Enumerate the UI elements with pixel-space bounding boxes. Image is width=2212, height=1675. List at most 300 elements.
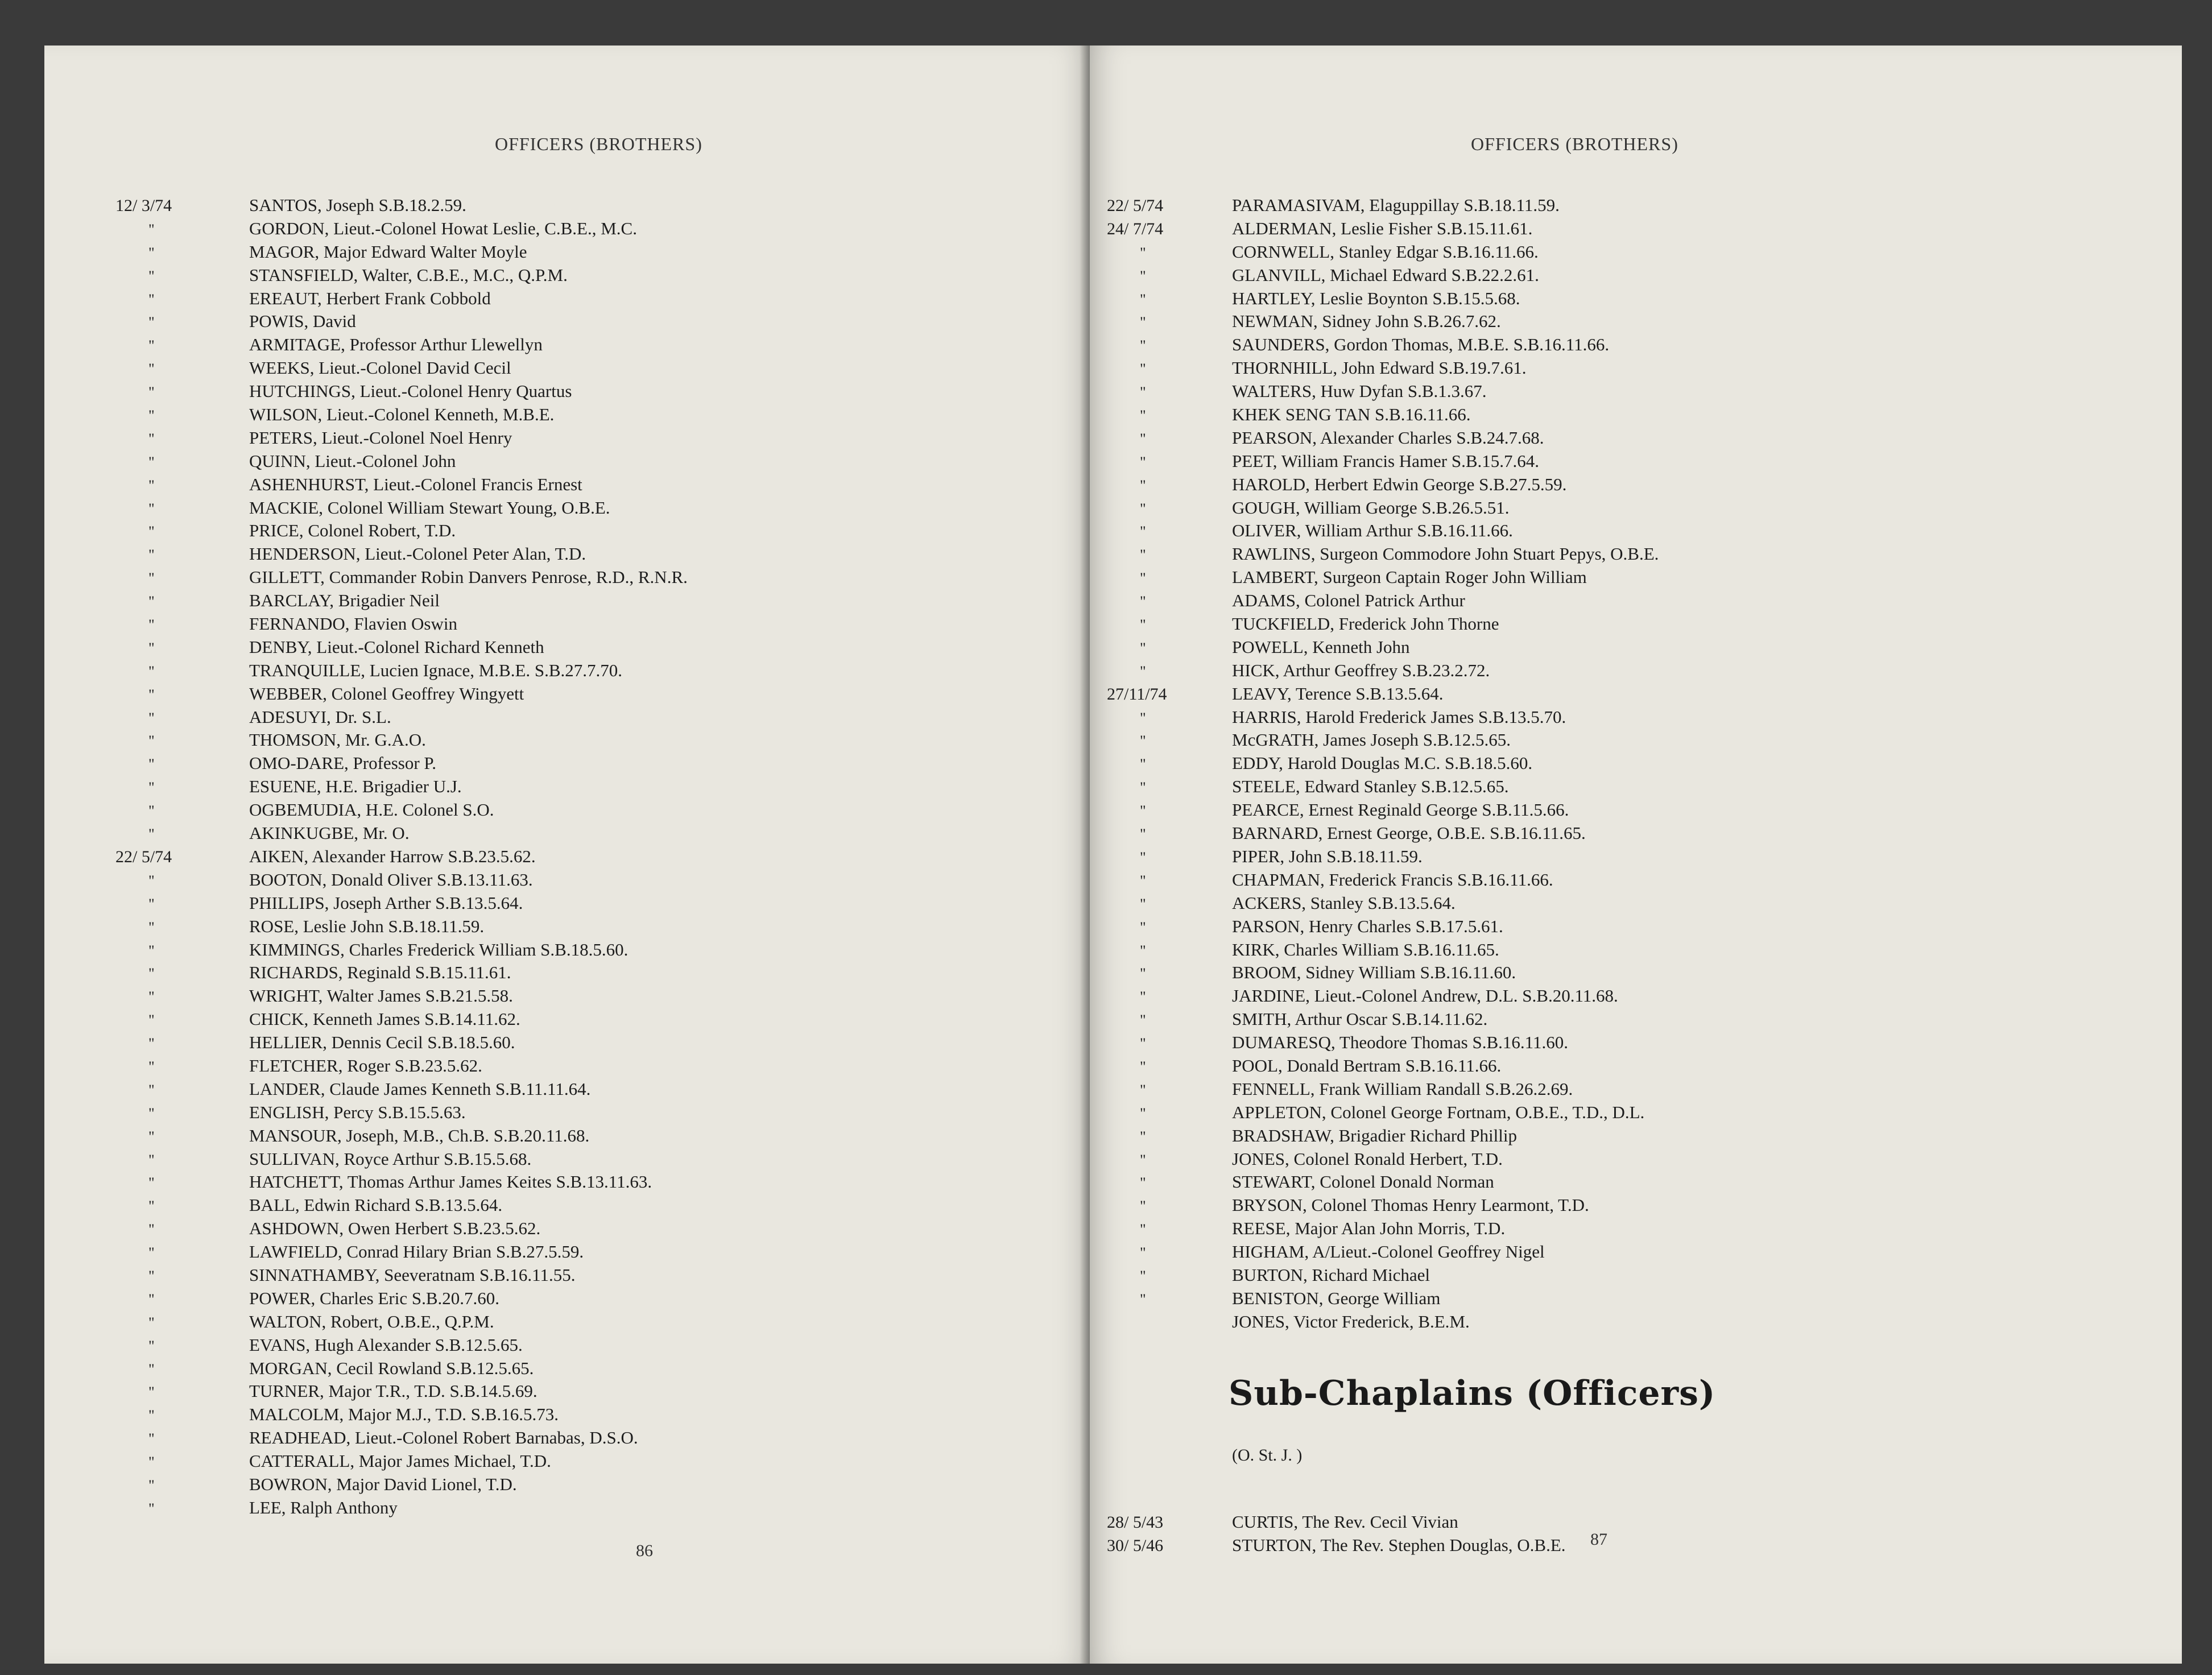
list-item bbox=[115, 707, 688, 730]
entry-date: " bbox=[1140, 314, 1146, 331]
entry-name: REESE, Major Alan John Morris, T.D. bbox=[1232, 1218, 1506, 1239]
entry-date: " bbox=[1140, 477, 1146, 494]
list-item bbox=[115, 637, 688, 660]
entry-date: " bbox=[148, 965, 155, 982]
entry-name: WEEKS, Lieut.-Colonel David Cecil bbox=[249, 358, 511, 378]
entry-name: WALTON, Robert, O.B.E., Q.P.M. bbox=[249, 1311, 494, 1331]
entry-name: BRADSHAW, Brigadier Richard Phillip bbox=[1232, 1125, 1517, 1145]
list-item bbox=[1107, 1512, 1566, 1535]
list-item bbox=[115, 614, 688, 637]
entry-date: " bbox=[148, 593, 155, 610]
list-item bbox=[115, 684, 688, 707]
list-item bbox=[115, 1172, 688, 1195]
entry-date: " bbox=[148, 1012, 155, 1029]
entry-date: " bbox=[148, 500, 155, 517]
entry-name: READHEAD, Lieut.-Colonel Robert Barnabas, D.S.O. bbox=[249, 1428, 638, 1448]
list-item bbox=[115, 823, 688, 846]
entry-date: " bbox=[1140, 547, 1146, 564]
list-item bbox=[1107, 1056, 1659, 1079]
entry-name: SINNATHAMBY, Seeveratnam S.B.16.11.55. bbox=[249, 1264, 576, 1285]
entry-name: CURTIS, The Rev. Cecil Vivian bbox=[1232, 1512, 1458, 1532]
entry-name: PHILLIPS, Joseph Arther S.B.13.5.64. bbox=[249, 892, 523, 913]
entry-date: " bbox=[148, 314, 155, 331]
list-item bbox=[115, 1404, 688, 1428]
list-item bbox=[115, 1242, 688, 1265]
entry-name: PEARSON, Alexander Charles S.B.24.7.68. bbox=[1232, 427, 1544, 448]
entry-name: CHAPMAN, Frederick Francis S.B.16.11.66. bbox=[1232, 869, 1553, 890]
entry-date: " bbox=[148, 1174, 155, 1192]
entry-name: KIMMINGS, Charles Frederick William S.B.18.5.60. bbox=[249, 939, 629, 959]
entry-date: " bbox=[148, 430, 155, 447]
entry-date: 27/11/74 bbox=[1107, 684, 1167, 704]
entry-name: LAMBERT, Surgeon Captain Roger John William bbox=[1232, 567, 1587, 588]
entry-name: RAWLINS, Surgeon Commodore John Stuart Pepys, O.B.E. bbox=[1232, 544, 1659, 564]
list-item bbox=[115, 846, 688, 870]
entry-name: WILSON, Lieut.-Colonel Kenneth, M.B.E. bbox=[249, 404, 555, 425]
entry-date: " bbox=[1140, 989, 1146, 1006]
entry-name: PRICE, Colonel Robert, T.D. bbox=[249, 520, 456, 541]
entry-date: " bbox=[1140, 453, 1146, 470]
list-item bbox=[1107, 451, 1659, 474]
entry-date: " bbox=[1140, 1244, 1146, 1262]
entry-date: " bbox=[1140, 1267, 1146, 1284]
list-item bbox=[115, 288, 688, 312]
list-item bbox=[1107, 1009, 1659, 1032]
entry-name: BARNARD, Ernest George, O.B.E. S.B.16.11.65. bbox=[1232, 823, 1586, 843]
list-item bbox=[1107, 1535, 1566, 1558]
entry-date: " bbox=[148, 1244, 155, 1262]
entry-name: ESUENE, H.E. Brigadier U.J. bbox=[249, 776, 462, 797]
list-item bbox=[115, 893, 688, 916]
entry-date: " bbox=[148, 733, 155, 750]
list-item bbox=[115, 962, 688, 986]
list-item bbox=[1107, 311, 1659, 334]
list-item bbox=[1107, 962, 1659, 986]
entry-date: " bbox=[1140, 617, 1146, 634]
left-page bbox=[44, 46, 1090, 1664]
entry-date: " bbox=[148, 826, 155, 843]
entry-name: FERNANDO, Flavien Oswin bbox=[249, 614, 457, 634]
list-item bbox=[1107, 195, 1659, 218]
list-item bbox=[115, 1032, 688, 1056]
entry-date: " bbox=[148, 244, 155, 261]
entry-date: " bbox=[148, 1058, 155, 1075]
entry-date: " bbox=[148, 407, 155, 424]
list-item bbox=[115, 1428, 688, 1451]
entry-name: ADAMS, Colonel Patrick Arthur bbox=[1232, 590, 1465, 611]
entry-date: " bbox=[1140, 1198, 1146, 1215]
entry-name: McGRATH, James Joseph S.B.12.5.65. bbox=[1232, 730, 1511, 750]
entry-name: PEARCE, Ernest Reginald George S.B.11.5.66. bbox=[1232, 800, 1569, 820]
entry-date: " bbox=[1140, 1012, 1146, 1029]
entry-name: EREAUT, Herbert Frank Cobbold bbox=[249, 288, 491, 308]
entry-name: SAUNDERS, Gordon Thomas, M.B.E. S.B.16.11.66. bbox=[1232, 334, 1610, 355]
entry-date: " bbox=[148, 477, 155, 494]
entry-date: " bbox=[148, 686, 155, 703]
entry-date: " bbox=[148, 523, 155, 540]
entry-date: " bbox=[148, 639, 155, 656]
list-item bbox=[1107, 846, 1659, 870]
entry-name: HIGHAM, A/Lieut.-Colonel Geoffrey Nigel bbox=[1232, 1242, 1545, 1262]
entry-date: 30/ 5/46 bbox=[1107, 1536, 1164, 1555]
list-item bbox=[115, 590, 688, 614]
list-item bbox=[1107, 1312, 1659, 1335]
list-item bbox=[1107, 334, 1659, 358]
list-item bbox=[1107, 1102, 1659, 1126]
list-item bbox=[115, 195, 688, 218]
list-item bbox=[1107, 567, 1659, 590]
list-item bbox=[1107, 916, 1659, 940]
entry-date: " bbox=[1140, 361, 1146, 378]
list-item bbox=[1107, 893, 1659, 916]
list-item bbox=[115, 1381, 688, 1404]
entry-date: " bbox=[148, 384, 155, 401]
list-item bbox=[115, 1056, 688, 1079]
entry-date: " bbox=[1140, 291, 1146, 308]
entry-name: TRANQUILLE, Lucien Ignace, M.B.E. S.B.27.7.70. bbox=[249, 660, 623, 680]
list-item bbox=[115, 1218, 688, 1242]
entry-date: " bbox=[148, 1081, 155, 1098]
entry-name: PEET, William Francis Hamer S.B.15.7.64. bbox=[1232, 450, 1540, 471]
entry-name: BROOM, Sidney William S.B.16.11.60. bbox=[1232, 962, 1516, 983]
entry-name: GLANVILL, Michael Edward S.B.22.2.61. bbox=[1232, 264, 1539, 285]
entry-date: " bbox=[1140, 942, 1146, 959]
entry-date: " bbox=[148, 895, 155, 912]
entry-name: BALL, Edwin Richard S.B.13.5.64. bbox=[249, 1195, 503, 1215]
entry-date: " bbox=[148, 1454, 155, 1471]
entry-date: " bbox=[1140, 1128, 1146, 1145]
list-item bbox=[1107, 870, 1659, 893]
entry-name: AIKEN, Alexander Harrow S.B.23.5.62. bbox=[249, 846, 536, 866]
entry-date: " bbox=[148, 803, 155, 820]
page-header: OFFICERS (BROTHERS) bbox=[1471, 134, 1678, 154]
entry-name: MACKIE, Colonel William Stewart Young, O.B.E. bbox=[249, 497, 610, 518]
entry-name: ASHENHURST, Lieut.-Colonel Francis Ernest bbox=[249, 474, 582, 494]
page-number: 86 bbox=[636, 1541, 653, 1560]
entry-date: " bbox=[1140, 803, 1146, 820]
entry-date: " bbox=[1140, 872, 1146, 889]
list-item bbox=[115, 1312, 688, 1335]
entry-date: " bbox=[1140, 523, 1146, 540]
list-item bbox=[115, 1498, 688, 1521]
entry-name: QUINN, Lieut.-Colonel John bbox=[249, 450, 456, 471]
list-item bbox=[1107, 1242, 1659, 1265]
list-item bbox=[1107, 590, 1659, 614]
list-item bbox=[1107, 707, 1659, 730]
list-item bbox=[115, 940, 688, 963]
section-title: Sub-Chaplains (Officers) bbox=[1229, 1374, 1716, 1413]
entry-date: " bbox=[1140, 826, 1146, 843]
entry-date: " bbox=[148, 1267, 155, 1284]
entry-name: POWIS, David bbox=[249, 311, 356, 332]
entry-date: " bbox=[148, 267, 155, 284]
entry-name: BURTON, Richard Michael bbox=[1232, 1264, 1430, 1285]
list-item bbox=[115, 265, 688, 288]
list-item bbox=[1107, 288, 1659, 312]
entry-name: SANTOS, Joseph S.B.18.2.59. bbox=[249, 195, 466, 215]
entry-date: " bbox=[148, 1035, 155, 1052]
entry-date: " bbox=[1140, 709, 1146, 726]
entry-name: THOMSON, Mr. G.A.O. bbox=[249, 730, 426, 750]
entry-date: " bbox=[1140, 639, 1146, 656]
list-item bbox=[115, 660, 688, 684]
entry-name: HARTLEY, Leslie Boynton S.B.15.5.68. bbox=[1232, 288, 1520, 308]
entry-name: JONES, Colonel Ronald Herbert, T.D. bbox=[1232, 1148, 1503, 1169]
entry-name: HAROLD, Herbert Edwin George S.B.27.5.59. bbox=[1232, 474, 1567, 494]
entry-date: " bbox=[1140, 430, 1146, 447]
entry-date: " bbox=[1140, 384, 1146, 401]
list-item bbox=[1107, 1288, 1659, 1312]
entry-name: POWER, Charles Eric S.B.20.7.60. bbox=[249, 1288, 499, 1308]
list-item bbox=[1107, 637, 1659, 660]
entry-date: " bbox=[148, 942, 155, 959]
list-item bbox=[1107, 428, 1659, 451]
list-item bbox=[115, 1358, 688, 1382]
entry-name: MORGAN, Cecil Rowland S.B.12.5.65. bbox=[249, 1358, 534, 1378]
list-item bbox=[115, 311, 688, 334]
entry-date: " bbox=[148, 1314, 155, 1331]
entry-date: " bbox=[1140, 1291, 1146, 1308]
entry-date: " bbox=[148, 547, 155, 564]
entry-name: MAGOR, Major Edward Walter Moyle bbox=[249, 241, 527, 262]
entry-name: RICHARDS, Reginald S.B.15.11.61. bbox=[249, 962, 511, 983]
entry-name: PETERS, Lieut.-Colonel Noel Henry bbox=[249, 427, 512, 448]
entry-name: OMO-DARE, Professor P. bbox=[249, 753, 436, 774]
entry-date: " bbox=[148, 1430, 155, 1447]
entry-name: BRYSON, Colonel Thomas Henry Learmont, T.D. bbox=[1232, 1195, 1589, 1215]
entry-date: " bbox=[148, 1128, 155, 1145]
entry-date: " bbox=[1140, 337, 1146, 354]
entry-name: CORNWELL, Stanley Edgar S.B.16.11.66. bbox=[1232, 241, 1539, 262]
list-item bbox=[1107, 684, 1659, 707]
list-item bbox=[1107, 242, 1659, 265]
entry-date: " bbox=[148, 1221, 155, 1238]
list-item bbox=[115, 1079, 688, 1102]
list-item bbox=[115, 1288, 688, 1312]
entry-name: THORNHILL, John Edward S.B.19.7.61. bbox=[1232, 358, 1527, 378]
chaplain-list bbox=[1107, 1512, 1566, 1558]
list-item bbox=[1107, 381, 1659, 404]
entry-name: BENISTON, George William bbox=[1232, 1288, 1441, 1308]
entry-date: 28/ 5/43 bbox=[1107, 1513, 1164, 1532]
entry-date: " bbox=[148, 337, 155, 354]
entry-date: 22/ 5/74 bbox=[115, 847, 172, 866]
list-item bbox=[115, 567, 688, 590]
entry-date: " bbox=[148, 756, 155, 773]
entry-name: BOOTON, Donald Oliver S.B.13.11.63. bbox=[249, 869, 533, 890]
page-header: OFFICERS (BROTHERS) bbox=[495, 134, 702, 154]
entry-date: " bbox=[148, 453, 155, 470]
list-item bbox=[1107, 660, 1659, 684]
section-order: (O. St. J. ) bbox=[1232, 1446, 1303, 1465]
entry-date: " bbox=[148, 663, 155, 680]
entry-name: ACKERS, Stanley S.B.13.5.64. bbox=[1232, 892, 1456, 913]
list-item bbox=[1107, 404, 1659, 428]
officer-list bbox=[1107, 195, 1659, 1335]
entry-name: LEAVY, Terence S.B.13.5.64. bbox=[1232, 683, 1444, 704]
entry-name: GOUGH, William George S.B.26.5.51. bbox=[1232, 497, 1510, 518]
entry-date: " bbox=[1140, 663, 1146, 680]
entry-name: TURNER, Major T.R., T.D. S.B.14.5.69. bbox=[249, 1381, 538, 1401]
entry-name: HENDERSON, Lieut.-Colonel Peter Alan, T.D. bbox=[249, 544, 586, 564]
entry-date: " bbox=[148, 221, 155, 238]
entry-name: DENBY, Lieut.-Colonel Richard Kenneth bbox=[249, 636, 544, 657]
entry-date: " bbox=[148, 1360, 155, 1378]
entry-name: OLIVER, William Arthur S.B.16.11.66. bbox=[1232, 520, 1513, 541]
entry-date: " bbox=[148, 709, 155, 726]
list-item bbox=[1107, 498, 1659, 521]
entry-date: " bbox=[148, 872, 155, 889]
right-page bbox=[1090, 46, 2182, 1664]
entry-name: STEWART, Colonel Donald Norman bbox=[1232, 1172, 1494, 1192]
entry-name: HICK, Arthur Geoffrey S.B.23.2.72. bbox=[1232, 660, 1490, 680]
entry-date: " bbox=[148, 1291, 155, 1308]
page-number: 87 bbox=[1590, 1530, 1607, 1549]
entry-date: " bbox=[148, 779, 155, 796]
list-item bbox=[115, 1149, 688, 1172]
entry-name: STURTON, The Rev. Stephen Douglas, O.B.E. bbox=[1232, 1535, 1566, 1555]
entry-name: HELLIER, Dennis Cecil S.B.18.5.60. bbox=[249, 1032, 515, 1053]
list-item bbox=[115, 1009, 688, 1032]
entry-date: " bbox=[148, 291, 155, 308]
list-item bbox=[1107, 1195, 1659, 1218]
entry-date: " bbox=[148, 1500, 155, 1517]
list-item bbox=[115, 1195, 688, 1218]
entry-date: " bbox=[1140, 756, 1146, 773]
list-item bbox=[1107, 218, 1659, 242]
entry-date: " bbox=[148, 1384, 155, 1401]
entry-name: NEWMAN, Sidney John S.B.26.7.62. bbox=[1232, 311, 1501, 332]
list-item bbox=[115, 870, 688, 893]
entry-date: " bbox=[148, 570, 155, 587]
entry-name: BARCLAY, Brigadier Neil bbox=[249, 590, 440, 611]
entry-date: " bbox=[1140, 500, 1146, 517]
list-item bbox=[115, 1265, 688, 1288]
entry-name: JARDINE, Lieut.-Colonel Andrew, D.L. S.B.20.11.68. bbox=[1232, 986, 1618, 1006]
list-item bbox=[1107, 358, 1659, 381]
list-item bbox=[1107, 474, 1659, 498]
list-item bbox=[1107, 940, 1659, 963]
entry-date: " bbox=[148, 989, 155, 1006]
entry-date: " bbox=[1140, 1151, 1146, 1168]
list-item bbox=[115, 334, 688, 358]
entry-name: ENGLISH, Percy S.B.15.5.63. bbox=[249, 1102, 466, 1122]
entry-name: LAWFIELD, Conrad Hilary Brian S.B.27.5.59. bbox=[249, 1242, 584, 1262]
entry-date: 24/ 7/74 bbox=[1107, 219, 1164, 238]
list-item bbox=[1107, 1218, 1659, 1242]
entry-name: GORDON, Lieut.-Colonel Howat Leslie, C.B.E., M.C. bbox=[249, 218, 637, 238]
list-item bbox=[1107, 1079, 1659, 1102]
entry-date: " bbox=[1140, 593, 1146, 610]
entry-name: KIRK, Charles William S.B.16.11.65. bbox=[1232, 939, 1499, 959]
list-item bbox=[115, 498, 688, 521]
entry-date: " bbox=[1140, 1035, 1146, 1052]
entry-date: " bbox=[1140, 1058, 1146, 1075]
list-item bbox=[115, 730, 688, 753]
entry-date: " bbox=[1140, 570, 1146, 587]
entry-date: 12/ 3/74 bbox=[115, 196, 172, 215]
list-item bbox=[115, 800, 688, 823]
list-item bbox=[115, 1335, 688, 1358]
entry-name: PARAMASIVAM, Elaguppillay S.B.18.11.59. bbox=[1232, 195, 1560, 215]
entry-date: " bbox=[1140, 733, 1146, 750]
list-item bbox=[115, 381, 688, 404]
entry-date: " bbox=[1140, 919, 1146, 936]
entry-name: FENNELL, Frank William Randall S.B.26.2.69. bbox=[1232, 1078, 1573, 1099]
entry-name: HARRIS, Harold Frederick James S.B.13.5.70. bbox=[1232, 706, 1566, 727]
entry-date: " bbox=[1140, 1221, 1146, 1238]
officer-list bbox=[115, 195, 688, 1521]
entry-name: HUTCHINGS, Lieut.-Colonel Henry Quartus bbox=[249, 381, 572, 402]
entry-name: WRIGHT, Walter James S.B.21.5.58. bbox=[249, 986, 513, 1006]
list-item bbox=[115, 451, 688, 474]
list-item bbox=[115, 218, 688, 242]
entry-name: SULLIVAN, Royce Arthur S.B.15.5.68. bbox=[249, 1148, 532, 1169]
entry-name: WEBBER, Colonel Geoffrey Wingyett bbox=[249, 683, 524, 704]
entry-date: " bbox=[1140, 244, 1146, 261]
entry-date: " bbox=[1140, 1105, 1146, 1122]
entry-name: POOL, Donald Bertram S.B.16.11.66. bbox=[1232, 1055, 1502, 1076]
entry-name: LANDER, Claude James Kenneth S.B.11.11.64. bbox=[249, 1078, 591, 1099]
entry-name: MALCOLM, Major M.J., T.D. S.B.16.5.73. bbox=[249, 1404, 559, 1425]
list-item bbox=[115, 986, 688, 1009]
list-item bbox=[1107, 1126, 1659, 1149]
entry-date: " bbox=[1140, 849, 1146, 866]
entry-date: " bbox=[148, 617, 155, 634]
entry-name: PARSON, Henry Charles S.B.17.5.61. bbox=[1232, 916, 1503, 936]
entry-name: OGBEMUDIA, H.E. Colonel S.O. bbox=[249, 800, 494, 820]
list-item bbox=[115, 1102, 688, 1126]
entry-date: " bbox=[1140, 965, 1146, 982]
entry-name: ASHDOWN, Owen Herbert S.B.23.5.62. bbox=[249, 1218, 541, 1239]
entry-name: PIPER, John S.B.18.11.59. bbox=[1232, 846, 1423, 866]
entry-name: TUCKFIELD, Frederick John Thorne bbox=[1232, 614, 1499, 634]
entry-date: " bbox=[148, 1198, 155, 1215]
entry-name: EVANS, Hugh Alexander S.B.12.5.65. bbox=[249, 1334, 523, 1355]
entry-date: " bbox=[1140, 779, 1146, 796]
entry-date: " bbox=[1140, 1081, 1146, 1098]
list-item bbox=[1107, 1032, 1659, 1056]
entry-name: ARMITAGE, Professor Arthur Llewellyn bbox=[249, 334, 543, 355]
list-item bbox=[115, 1474, 688, 1498]
entry-name: ALDERMAN, Leslie Fisher S.B.15.11.61. bbox=[1232, 218, 1533, 238]
entry-name: STEELE, Edward Stanley S.B.12.5.65. bbox=[1232, 776, 1509, 797]
entry-name: CATTERALL, Major James Michael, T.D. bbox=[249, 1451, 551, 1471]
entry-name: APPLETON, Colonel George Fortnam, O.B.E., T.D., D.L. bbox=[1232, 1102, 1645, 1122]
list-item bbox=[1107, 1265, 1659, 1288]
list-item bbox=[115, 776, 688, 800]
entry-name: KHEK SENG TAN S.B.16.11.66. bbox=[1232, 404, 1471, 425]
entry-name: DUMARESQ, Theodore Thomas S.B.16.11.60. bbox=[1232, 1032, 1569, 1053]
list-item bbox=[1107, 265, 1659, 288]
entry-name: CHICK, Kenneth James S.B.14.11.62. bbox=[249, 1009, 520, 1029]
entry-date: 22/ 5/74 bbox=[1107, 196, 1164, 215]
list-item bbox=[115, 1451, 688, 1474]
entry-date: " bbox=[148, 361, 155, 378]
entry-name: ADESUYI, Dr. S.L. bbox=[249, 706, 391, 727]
list-item bbox=[115, 474, 688, 498]
list-item bbox=[115, 753, 688, 776]
entry-date: " bbox=[1140, 1174, 1146, 1192]
entry-date: " bbox=[148, 1407, 155, 1424]
entry-date: " bbox=[1140, 895, 1146, 912]
list-item bbox=[115, 544, 688, 567]
list-item bbox=[115, 404, 688, 428]
entry-name: LEE, Ralph Anthony bbox=[249, 1497, 398, 1517]
list-item bbox=[115, 916, 688, 940]
list-item bbox=[1107, 614, 1659, 637]
list-item bbox=[1107, 776, 1659, 800]
